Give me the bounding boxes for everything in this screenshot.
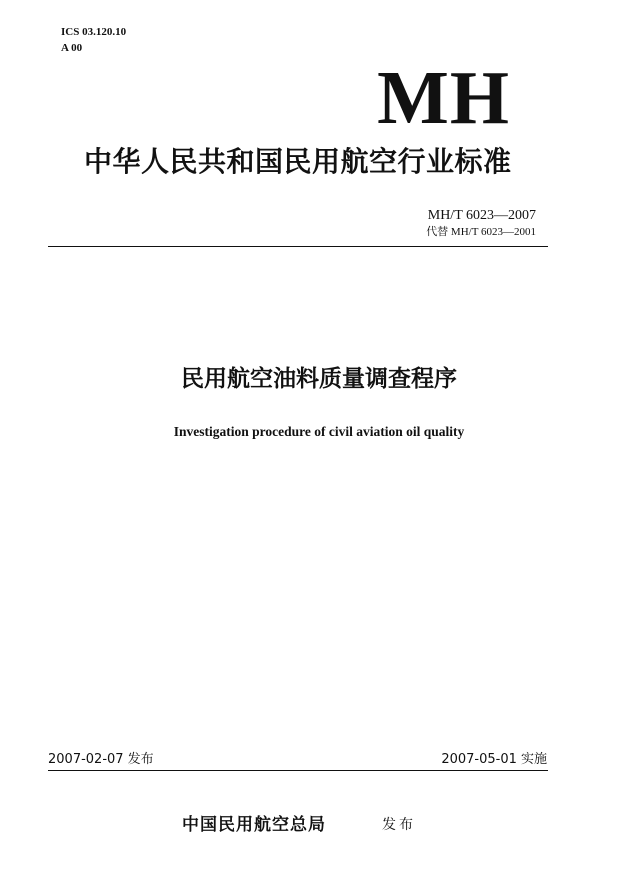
classification-code: A 00 [61,42,83,54]
publisher-name: 中国民用航空总局 [182,815,326,835]
footer-divider [48,770,548,771]
ics-code: ICS 03.120.10 [61,26,127,38]
standard-code-block [426,207,536,240]
ics-code-block [61,24,126,56]
document-title-zh: 民用航空油料质量调查程序 [181,366,457,392]
standard-title: 中华人民共和国民用航空行业标准 [84,145,512,178]
header-divider [48,246,548,247]
replaces-code: 代替 MH/T 6023—2001 [426,226,536,238]
effective-date: 2007-05-01 实施 [441,752,547,767]
mh-logo: MH [377,56,510,140]
issue-date: 2007-02-07 发布 [48,752,154,767]
publish-label: 发布 [382,817,416,833]
document-title-en: Investigation procedure of civil aviation oil quality [173,424,465,439]
standard-code: MH/T 6023—2007 [427,208,536,223]
